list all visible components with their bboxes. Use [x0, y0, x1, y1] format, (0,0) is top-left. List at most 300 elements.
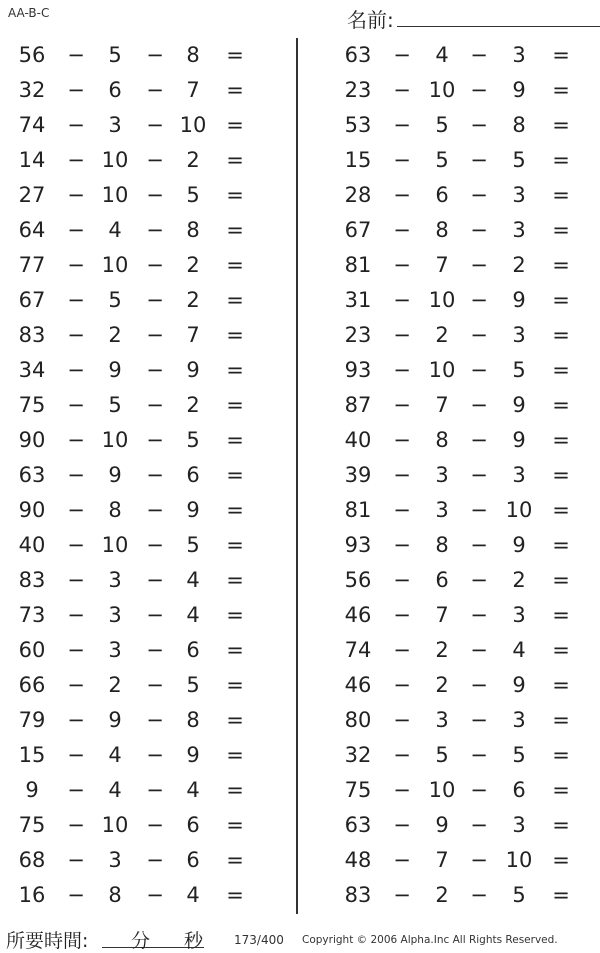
- minus-sign: −: [146, 638, 164, 662]
- subtrahend-2: 7: [186, 323, 200, 347]
- seconds-label: 秒: [184, 930, 204, 952]
- minuend: 67: [344, 218, 372, 242]
- problem-row: [0, 178, 280, 213]
- subtrahend-2: 5: [512, 358, 526, 382]
- subtrahend-1: 3: [435, 463, 449, 487]
- subtrahend-1: 10: [101, 183, 129, 207]
- equals-sign: =: [552, 848, 570, 872]
- equals-sign: =: [226, 323, 244, 347]
- subtrahend-2: 6: [186, 813, 200, 837]
- minus-sign: −: [67, 533, 85, 557]
- minuend: 68: [18, 848, 46, 872]
- minus-sign: −: [146, 673, 164, 697]
- problem-row: [0, 773, 280, 808]
- minus-sign: −: [67, 778, 85, 802]
- minuend: 74: [344, 638, 372, 662]
- subtrahend-1: 5: [108, 393, 122, 417]
- minuend: 93: [344, 533, 372, 557]
- minus-sign: −: [393, 778, 411, 802]
- minus-sign: −: [470, 743, 488, 767]
- problem-row: [0, 318, 280, 353]
- minus-sign: −: [470, 253, 488, 277]
- minuend: 80: [344, 708, 372, 732]
- minuend: 39: [344, 463, 372, 487]
- subtrahend-2: 9: [186, 743, 200, 767]
- equals-sign: =: [226, 778, 244, 802]
- minus-sign: −: [67, 603, 85, 627]
- minuend: 90: [18, 428, 46, 452]
- equals-sign: =: [552, 813, 570, 837]
- minus-sign: −: [470, 113, 488, 137]
- equals-sign: =: [552, 883, 570, 907]
- problem-row: [327, 248, 600, 283]
- minuend: 15: [344, 148, 372, 172]
- equals-sign: =: [552, 43, 570, 67]
- problem-row: [0, 703, 280, 738]
- equals-sign: =: [552, 148, 570, 172]
- minus-sign: −: [393, 568, 411, 592]
- minus-sign: −: [393, 43, 411, 67]
- problem-row: [327, 668, 600, 703]
- minuend: 56: [18, 43, 46, 67]
- minus-sign: −: [67, 568, 85, 592]
- problem-row: [327, 703, 600, 738]
- minus-sign: −: [470, 533, 488, 557]
- subtrahend-2: 2: [186, 393, 200, 417]
- minus-sign: −: [67, 813, 85, 837]
- subtrahend-1: 2: [108, 323, 122, 347]
- subtrahend-2: 10: [505, 498, 533, 522]
- minus-sign: −: [146, 848, 164, 872]
- equals-sign: =: [552, 533, 570, 557]
- problem-row: [327, 388, 600, 423]
- problem-row: [0, 213, 280, 248]
- subtrahend-2: 6: [186, 463, 200, 487]
- subtrahend-2: 8: [186, 218, 200, 242]
- right-problem-column: [327, 38, 600, 913]
- subtrahend-2: 2: [186, 148, 200, 172]
- equals-sign: =: [226, 603, 244, 627]
- subtrahend-2: 8: [512, 113, 526, 137]
- subtrahend-1: 4: [108, 778, 122, 802]
- problem-row: [327, 353, 600, 388]
- subtrahend-1: 2: [435, 883, 449, 907]
- subtrahend-1: 10: [101, 253, 129, 277]
- minus-sign: −: [470, 778, 488, 802]
- subtrahend-2: 9: [512, 393, 526, 417]
- minus-sign: −: [470, 638, 488, 662]
- problem-row: [0, 458, 280, 493]
- minus-sign: −: [393, 288, 411, 312]
- equals-sign: =: [552, 638, 570, 662]
- subtrahend-1: 3: [108, 568, 122, 592]
- minuend: 81: [344, 498, 372, 522]
- subtrahend-1: 4: [435, 43, 449, 67]
- subtrahend-1: 10: [101, 813, 129, 837]
- time-taken-label: 所要時間:: [6, 930, 89, 952]
- subtrahend-1: 10: [101, 428, 129, 452]
- minus-sign: −: [67, 78, 85, 102]
- subtrahend-1: 3: [108, 113, 122, 137]
- minus-sign: −: [146, 183, 164, 207]
- equals-sign: =: [552, 603, 570, 627]
- subtrahend-1: 8: [435, 218, 449, 242]
- equals-sign: =: [226, 673, 244, 697]
- equals-sign: =: [552, 323, 570, 347]
- minus-sign: −: [393, 848, 411, 872]
- subtrahend-2: 3: [512, 813, 526, 837]
- minus-sign: −: [146, 288, 164, 312]
- footer: [0, 920, 600, 952]
- minus-sign: −: [393, 813, 411, 837]
- minuend: 60: [18, 638, 46, 662]
- subtrahend-1: 10: [428, 358, 456, 382]
- minuend: 75: [344, 778, 372, 802]
- equals-sign: =: [226, 848, 244, 872]
- minus-sign: −: [470, 848, 488, 872]
- name-label: 名前:: [347, 8, 394, 32]
- minus-sign: −: [67, 218, 85, 242]
- equals-sign: =: [226, 288, 244, 312]
- subtrahend-1: 9: [435, 813, 449, 837]
- minus-sign: −: [146, 883, 164, 907]
- minus-sign: −: [67, 393, 85, 417]
- problem-row: [0, 668, 280, 703]
- subtrahend-2: 4: [186, 778, 200, 802]
- equals-sign: =: [552, 673, 570, 697]
- subtrahend-2: 6: [186, 848, 200, 872]
- minuend: 31: [344, 288, 372, 312]
- equals-sign: =: [552, 288, 570, 312]
- minus-sign: −: [146, 568, 164, 592]
- minus-sign: −: [67, 638, 85, 662]
- subtrahend-2: 4: [186, 568, 200, 592]
- subtrahend-1: 10: [428, 778, 456, 802]
- minus-sign: −: [146, 498, 164, 522]
- subtrahend-1: 3: [108, 638, 122, 662]
- minus-sign: −: [470, 568, 488, 592]
- subtrahend-1: 5: [435, 148, 449, 172]
- minuend: 87: [344, 393, 372, 417]
- subtrahend-1: 6: [435, 568, 449, 592]
- minus-sign: −: [393, 323, 411, 347]
- problem-row: [0, 808, 280, 843]
- minus-sign: −: [393, 78, 411, 102]
- subtrahend-1: 10: [101, 148, 129, 172]
- minuend: 16: [18, 883, 46, 907]
- minuend: 28: [344, 183, 372, 207]
- minus-sign: −: [67, 183, 85, 207]
- subtrahend-2: 10: [179, 113, 207, 137]
- minus-sign: −: [67, 253, 85, 277]
- minuend: 23: [344, 78, 372, 102]
- subtrahend-2: 2: [512, 568, 526, 592]
- minus-sign: −: [470, 78, 488, 102]
- equals-sign: =: [552, 78, 570, 102]
- subtrahend-2: 3: [512, 183, 526, 207]
- subtrahend-2: 5: [186, 673, 200, 697]
- subtrahend-1: 5: [435, 113, 449, 137]
- name-field: [347, 4, 592, 30]
- minus-sign: −: [146, 463, 164, 487]
- minus-sign: −: [146, 708, 164, 732]
- minuend: 32: [344, 743, 372, 767]
- minuend: 40: [18, 533, 46, 557]
- problem-row: [327, 843, 600, 878]
- equals-sign: =: [552, 743, 570, 767]
- minuend: 27: [18, 183, 46, 207]
- subtrahend-2: 3: [512, 708, 526, 732]
- subtrahend-2: 9: [512, 288, 526, 312]
- problem-row: [327, 73, 600, 108]
- minus-sign: −: [470, 813, 488, 837]
- problem-row: [327, 178, 600, 213]
- subtrahend-1: 3: [435, 708, 449, 732]
- minus-sign: −: [67, 323, 85, 347]
- problem-row: [327, 738, 600, 773]
- equals-sign: =: [226, 533, 244, 557]
- problem-row: [327, 878, 600, 913]
- minus-sign: −: [393, 603, 411, 627]
- subtrahend-2: 3: [512, 323, 526, 347]
- minuend: 15: [18, 743, 46, 767]
- minus-sign: −: [393, 673, 411, 697]
- subtrahend-1: 8: [108, 498, 122, 522]
- subtrahend-1: 3: [108, 848, 122, 872]
- subtrahend-2: 4: [512, 638, 526, 662]
- problem-row: [0, 843, 280, 878]
- minuend: 66: [18, 673, 46, 697]
- minus-sign: −: [393, 498, 411, 522]
- minuend: 64: [18, 218, 46, 242]
- minus-sign: −: [393, 708, 411, 732]
- problem-row: [0, 738, 280, 773]
- minuend: 53: [344, 113, 372, 137]
- problem-row: [0, 283, 280, 318]
- minuend: 79: [18, 708, 46, 732]
- subtrahend-2: 10: [505, 848, 533, 872]
- minus-sign: −: [393, 183, 411, 207]
- copyright-notice: Copyright © 2006 Alpha.Inc All Rights Reserved.: [302, 934, 558, 946]
- problem-row: [327, 283, 600, 318]
- subtrahend-1: 7: [435, 253, 449, 277]
- equals-sign: =: [226, 428, 244, 452]
- minus-sign: −: [146, 43, 164, 67]
- subtrahend-2: 2: [512, 253, 526, 277]
- minuend: 74: [18, 113, 46, 137]
- problem-row: [0, 633, 280, 668]
- subtrahend-2: 9: [512, 78, 526, 102]
- minus-sign: −: [146, 393, 164, 417]
- equals-sign: =: [552, 358, 570, 382]
- subtrahend-1: 10: [428, 78, 456, 102]
- minus-sign: −: [67, 708, 85, 732]
- minus-sign: −: [393, 463, 411, 487]
- minus-sign: −: [393, 113, 411, 137]
- subtrahend-1: 10: [101, 533, 129, 557]
- name-underline: [397, 26, 600, 27]
- problem-row: [0, 248, 280, 283]
- subtrahend-1: 3: [108, 603, 122, 627]
- equals-sign: =: [226, 883, 244, 907]
- subtrahend-2: 9: [186, 358, 200, 382]
- minus-sign: −: [393, 743, 411, 767]
- subtrahend-1: 9: [108, 708, 122, 732]
- minutes-label: 分: [131, 930, 151, 952]
- problem-row: [0, 598, 280, 633]
- left-problem-column: [0, 38, 280, 913]
- problem-row: [327, 143, 600, 178]
- minuend: 75: [18, 393, 46, 417]
- subtrahend-2: 5: [512, 743, 526, 767]
- problem-row: [327, 493, 600, 528]
- minus-sign: −: [146, 813, 164, 837]
- minus-sign: −: [146, 113, 164, 137]
- subtrahend-2: 5: [186, 183, 200, 207]
- equals-sign: =: [226, 113, 244, 137]
- problem-row: [0, 388, 280, 423]
- subtrahend-1: 2: [435, 673, 449, 697]
- minus-sign: −: [146, 78, 164, 102]
- subtrahend-2: 4: [186, 603, 200, 627]
- subtrahend-1: 5: [108, 43, 122, 67]
- equals-sign: =: [552, 253, 570, 277]
- minus-sign: −: [470, 498, 488, 522]
- minus-sign: −: [470, 673, 488, 697]
- minuend: 9: [25, 778, 39, 802]
- equals-sign: =: [226, 743, 244, 767]
- equals-sign: =: [552, 183, 570, 207]
- minus-sign: −: [470, 883, 488, 907]
- equals-sign: =: [226, 218, 244, 242]
- subtrahend-1: 7: [435, 848, 449, 872]
- problem-row: [327, 563, 600, 598]
- subtrahend-2: 4: [186, 883, 200, 907]
- equals-sign: =: [552, 428, 570, 452]
- minus-sign: −: [393, 218, 411, 242]
- subtrahend-2: 6: [186, 638, 200, 662]
- subtrahend-2: 9: [186, 498, 200, 522]
- subtrahend-2: 9: [512, 428, 526, 452]
- equals-sign: =: [552, 393, 570, 417]
- minus-sign: −: [470, 323, 488, 347]
- subtrahend-2: 2: [186, 253, 200, 277]
- problem-row: [327, 318, 600, 353]
- minus-sign: −: [146, 323, 164, 347]
- minus-sign: −: [67, 288, 85, 312]
- subtrahend-2: 5: [186, 533, 200, 557]
- equals-sign: =: [552, 778, 570, 802]
- minus-sign: −: [470, 43, 488, 67]
- subtrahend-2: 5: [186, 428, 200, 452]
- subtrahend-2: 9: [512, 533, 526, 557]
- subtrahend-1: 7: [435, 393, 449, 417]
- problem-row: [327, 773, 600, 808]
- minuend: 34: [18, 358, 46, 382]
- minus-sign: −: [393, 358, 411, 382]
- minus-sign: −: [67, 113, 85, 137]
- minus-sign: −: [393, 393, 411, 417]
- problem-row: [327, 108, 600, 143]
- minus-sign: −: [393, 883, 411, 907]
- equals-sign: =: [226, 43, 244, 67]
- problem-row: [327, 633, 600, 668]
- minus-sign: −: [146, 148, 164, 172]
- minus-sign: −: [393, 148, 411, 172]
- subtrahend-1: 2: [435, 638, 449, 662]
- problem-row: [0, 353, 280, 388]
- subtrahend-1: 5: [435, 743, 449, 767]
- problem-row: [0, 563, 280, 598]
- subtrahend-1: 9: [108, 358, 122, 382]
- subtrahend-1: 10: [428, 288, 456, 312]
- minuend: 73: [18, 603, 46, 627]
- subtrahend-2: 7: [186, 78, 200, 102]
- problem-row: [0, 423, 280, 458]
- problem-row: [0, 878, 280, 913]
- problem-row: [0, 528, 280, 563]
- minus-sign: −: [470, 288, 488, 312]
- problem-row: [327, 808, 600, 843]
- equals-sign: =: [226, 813, 244, 837]
- minus-sign: −: [470, 218, 488, 242]
- subtrahend-1: 4: [108, 218, 122, 242]
- minus-sign: −: [470, 708, 488, 732]
- minuend: 83: [18, 323, 46, 347]
- equals-sign: =: [226, 78, 244, 102]
- equals-sign: =: [552, 568, 570, 592]
- equals-sign: =: [226, 638, 244, 662]
- minus-sign: −: [67, 428, 85, 452]
- subtrahend-1: 3: [435, 498, 449, 522]
- subtrahend-2: 3: [512, 463, 526, 487]
- minuend: 81: [344, 253, 372, 277]
- minus-sign: −: [470, 393, 488, 417]
- minus-sign: −: [470, 428, 488, 452]
- problem-row: [327, 213, 600, 248]
- minuend: 63: [344, 813, 372, 837]
- equals-sign: =: [226, 183, 244, 207]
- minus-sign: −: [470, 148, 488, 172]
- problem-row: [0, 73, 280, 108]
- equals-sign: =: [552, 498, 570, 522]
- minus-sign: −: [146, 218, 164, 242]
- minuend: 32: [18, 78, 46, 102]
- equals-sign: =: [552, 113, 570, 137]
- minuend: 75: [18, 813, 46, 837]
- equals-sign: =: [226, 498, 244, 522]
- problem-row: [0, 108, 280, 143]
- equals-sign: =: [226, 253, 244, 277]
- minus-sign: −: [67, 43, 85, 67]
- minus-sign: −: [146, 428, 164, 452]
- minus-sign: −: [470, 183, 488, 207]
- minuend: 56: [344, 568, 372, 592]
- subtrahend-2: 2: [186, 288, 200, 312]
- equals-sign: =: [226, 568, 244, 592]
- subtrahend-1: 4: [108, 743, 122, 767]
- equals-sign: =: [552, 218, 570, 242]
- minuend: 46: [344, 603, 372, 627]
- subtrahend-1: 8: [108, 883, 122, 907]
- subtrahend-2: 6: [512, 778, 526, 802]
- minus-sign: −: [393, 428, 411, 452]
- minus-sign: −: [146, 603, 164, 627]
- minus-sign: −: [67, 498, 85, 522]
- subtrahend-2: 5: [512, 883, 526, 907]
- subtrahend-2: 5: [512, 148, 526, 172]
- minus-sign: −: [146, 743, 164, 767]
